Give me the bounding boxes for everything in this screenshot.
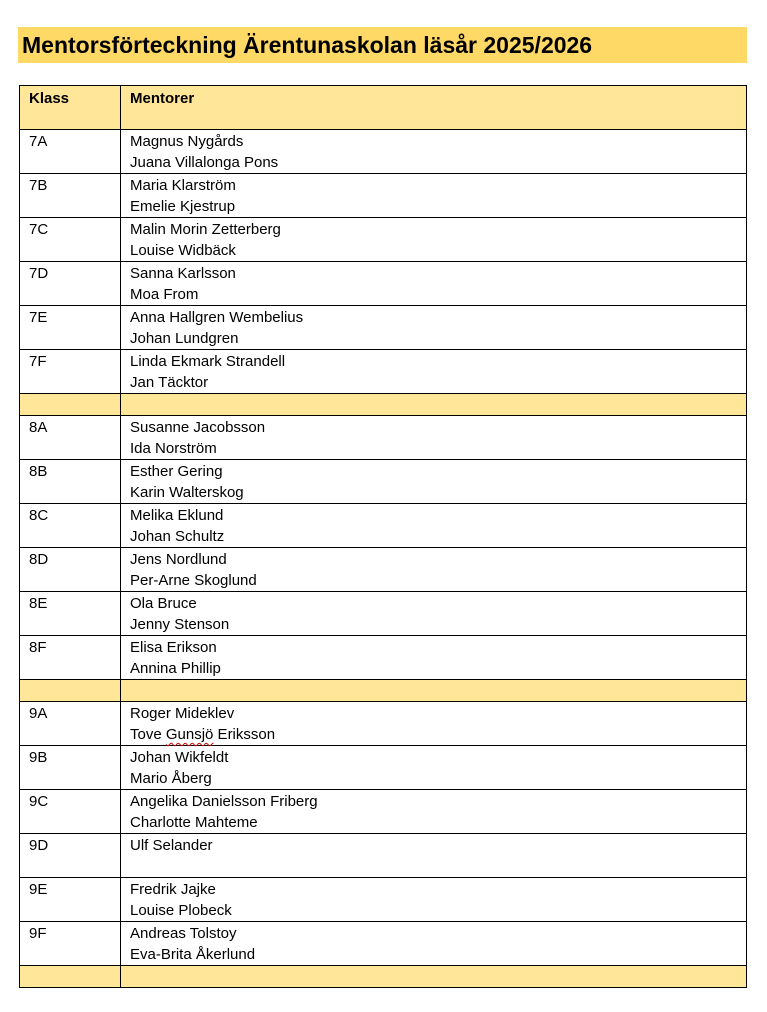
mentor-name: Mario Åberg xyxy=(130,770,212,787)
table-row xyxy=(20,218,747,262)
mentors-cell xyxy=(121,174,747,218)
mentor-name: Charlotte Mahteme xyxy=(130,814,258,831)
mentor-name: Fredrik Jajke xyxy=(130,881,216,898)
mentors-cell xyxy=(121,218,747,262)
table-row xyxy=(20,878,747,922)
separator-cell xyxy=(20,680,121,702)
mentor-name: Angelika Danielsson Friberg xyxy=(130,793,318,810)
mentor-name: Per-Arne Skoglund xyxy=(130,572,257,589)
table-row xyxy=(20,262,747,306)
mentors-cell xyxy=(121,878,747,922)
table-row xyxy=(20,592,747,636)
mentors-cell xyxy=(121,834,747,878)
class-cell: 9C xyxy=(20,790,121,834)
page-title: Mentorsförteckning Ärentunaskolan läsår 2025/2026 xyxy=(22,31,593,58)
grade-separator-row xyxy=(20,394,747,416)
table-row xyxy=(20,702,747,746)
separator-cell xyxy=(20,394,121,416)
class-cell: 7A xyxy=(20,130,121,174)
table-row xyxy=(20,416,747,460)
mentor-name: Eva-Brita Åkerlund xyxy=(130,946,256,963)
mentor-name: Ulf Selander xyxy=(130,837,213,854)
mentor-name: Sanna Karlsson xyxy=(130,265,236,282)
mentor-name: Roger Mideklev xyxy=(130,705,235,722)
mentors-cell xyxy=(121,702,747,746)
table-row xyxy=(20,130,747,174)
grade-separator-row xyxy=(20,680,747,702)
table-row xyxy=(20,504,747,548)
table-row xyxy=(20,636,747,680)
separator-cell xyxy=(20,966,121,988)
class-cell: 7E xyxy=(20,306,121,350)
class-cell: 9B xyxy=(20,746,121,790)
mentor-name: Susanne Jacobsson xyxy=(130,419,266,436)
mentors-cell xyxy=(121,130,747,174)
mentor-name: Jan Täcktor xyxy=(130,374,209,391)
mentor-name: Malin Morin Zetterberg xyxy=(130,221,281,238)
mentor-name: Johan Schultz xyxy=(130,528,225,545)
mentor-name: Linda Ekmark Strandell xyxy=(130,353,286,370)
separator-cell xyxy=(121,680,747,702)
table-row xyxy=(20,790,747,834)
table-row xyxy=(20,306,747,350)
column-header-class: Klass xyxy=(20,86,121,130)
mentor-name: Juana Villalonga Pons xyxy=(130,154,279,171)
table-row xyxy=(20,746,747,790)
mentor-name: Elisa Erikson xyxy=(130,639,217,656)
name-part: Tove xyxy=(130,726,166,743)
column-header-mentors: Mentorer xyxy=(121,86,747,130)
table-row xyxy=(20,350,747,394)
mentor-name: Karin Walterskog xyxy=(130,484,244,501)
mentor-name: Annina Phillip xyxy=(130,660,221,677)
mentors-cell xyxy=(121,592,747,636)
mentor-name: Anna Hallgren Wembelius xyxy=(130,309,304,326)
class-cell: 9E xyxy=(20,878,121,922)
mentors-cell xyxy=(121,416,747,460)
table-row xyxy=(20,174,747,218)
class-cell: 8F xyxy=(20,636,121,680)
mentor-name: Maria Klarström xyxy=(130,177,236,194)
class-cell: 7D xyxy=(20,262,121,306)
mentors-cell xyxy=(121,504,747,548)
mentor-name: Magnus Nygårds xyxy=(130,133,244,150)
mentor-name xyxy=(130,724,737,745)
title-banner xyxy=(18,27,747,63)
mentors-cell xyxy=(121,350,747,394)
class-cell: 8E xyxy=(20,592,121,636)
mentor-name: Ida Norström xyxy=(130,440,217,457)
table-row xyxy=(20,834,747,878)
class-cell: 7B xyxy=(20,174,121,218)
separator-cell xyxy=(121,394,747,416)
mentor-name: Moa From xyxy=(130,286,199,303)
mentor-name: Ola Bruce xyxy=(130,595,197,612)
class-cell: 9A xyxy=(20,702,121,746)
class-cell: 7C xyxy=(20,218,121,262)
mentors-cell xyxy=(121,636,747,680)
mentors-cell xyxy=(121,306,747,350)
mentor-name: Jens Nordlund xyxy=(130,551,227,568)
mentor-table xyxy=(19,85,747,988)
mentor-name: Johan Wikfeldt xyxy=(130,749,229,766)
mentor-name: Jenny Stenson xyxy=(130,616,230,633)
class-cell: 8C xyxy=(20,504,121,548)
class-cell: 7F xyxy=(20,350,121,394)
class-cell: 8D xyxy=(20,548,121,592)
mentor-name: Esther Gering xyxy=(130,463,223,480)
class-cell: 8A xyxy=(20,416,121,460)
mentor-name: Emelie Kjestrup xyxy=(130,198,236,215)
mentors-cell xyxy=(121,922,747,966)
class-cell: 9F xyxy=(20,922,121,966)
mentor-name: Louise Plobeck xyxy=(130,902,232,919)
grade-separator-row xyxy=(20,966,747,988)
table-row xyxy=(20,922,747,966)
table-row xyxy=(20,460,747,504)
mentors-cell xyxy=(121,262,747,306)
separator-cell xyxy=(121,966,747,988)
class-cell: 8B xyxy=(20,460,121,504)
mentor-name: Johan Lundgren xyxy=(130,330,239,347)
mentor-name: Louise Widbäck xyxy=(130,242,236,259)
mentors-cell xyxy=(121,548,747,592)
mentors-cell xyxy=(121,790,747,834)
spellcheck-underlined-word: Gunsjö xyxy=(165,726,214,743)
table-row xyxy=(20,548,747,592)
mentor-name: Melika Eklund xyxy=(130,507,224,524)
mentor-name: Andreas Tolstoy xyxy=(130,925,237,942)
table-header-row xyxy=(20,86,747,130)
mentors-cell xyxy=(121,746,747,790)
class-cell: 9D xyxy=(20,834,121,878)
name-part: Eriksson xyxy=(213,726,276,743)
mentors-cell xyxy=(121,460,747,504)
